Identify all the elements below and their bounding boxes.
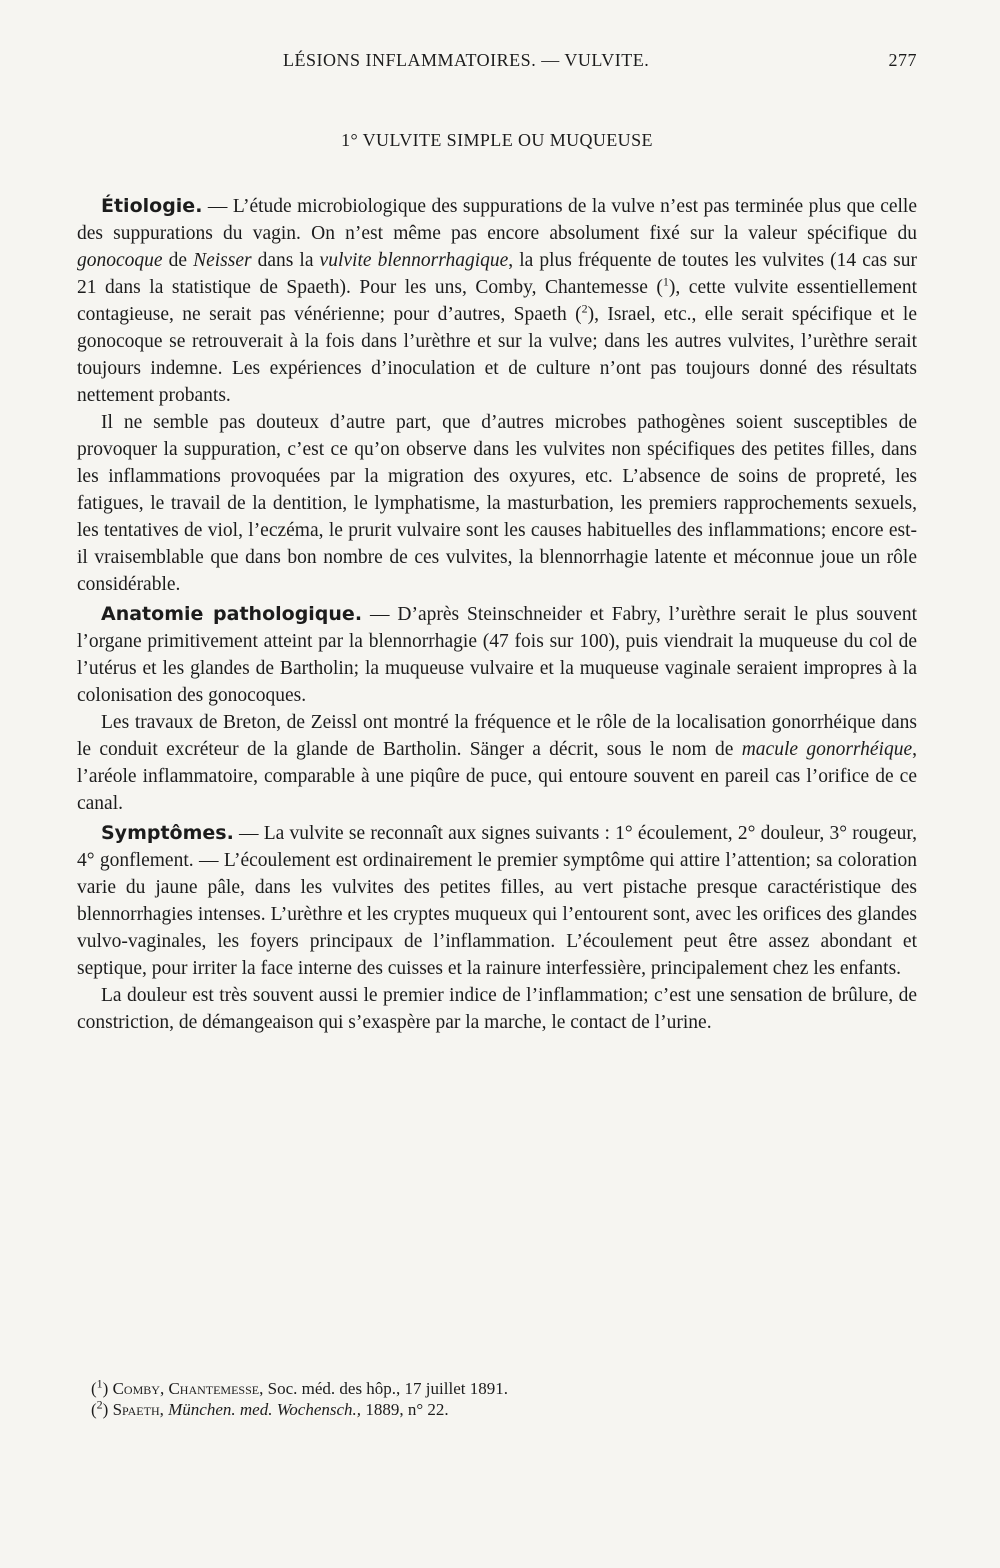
- text-run: , la plus fréquente de toutes les vulvites (14 cas sur 21 dans la statistique de Spaeth). Pour les uns, Comby, Chantemesse (: [77, 250, 917, 298]
- text-run: ), cette vulvite essentiellement contagieuse, ne serait pas vénérienne; pour d’autres, Spaeth (: [77, 277, 917, 325]
- text-run: — La vulvite se reconnaît aux signes suivants : 1° écoulement, 2° douleur, 3° rougeur, 4° gonflement. — L’écoulement est ordinairement le premier symptôme qui attire l’attention; sa coloration varie du jaune pâle, dans les vulvites des petites filles, au vert pistache presque caractéristique des blennorrhagies intenses. L’urèthre et les cryptes muqueux qui l’entourent sont, avec les orifices des glandes vulvo-vaginales, les foyers principaux de l’inflammation. L’écoulement peut être assez abondant et septique, pour irriter la face interne des cuisses et la rainure interfessière, principalement chez les enfants.: [77, 823, 917, 979]
- text-run: Les travaux de Breton, de Zeissl ont montré la fréquence et le rôle de la localisation gonorrhéique dans le conduit excréteur de la glande de Bartholin. Sänger a décrit, sous le nom de: [77, 712, 917, 760]
- text-run: ), Israel, etc., elle serait spécifique et le gonocoque se retrouverait à la fois dans l’urèthre et sur la vulve; dans les autres vulvites, l’urèthre serait toujours indemne. Les expériences d’inoculation et de culture n’ont pas toujours donné des résultats nettement probants.: [77, 304, 917, 406]
- footnote-marker: 2: [96, 1397, 103, 1412]
- text-run: — L’étude microbiologique des suppurations de la vulve n’est pas terminée plus que celle des suppurations du vagin. On n’est même pas encore absolument fixé sur la valeur spécifique du: [77, 196, 917, 244]
- running-header: [77, 50, 917, 74]
- text-run: , l’aréole inflammatoire, comparable à une piqûre de puce, qui entoure souvent en pareil cas l’orifice de ce canal.: [77, 739, 917, 814]
- anatomie-paragraph-2: [77, 709, 917, 817]
- etiologie-paragraph-2: Il ne semble pas douteux d’autre part, que d’autres microbes pathogènes soient susceptibles de provoquer la suppuration, c’est ce qu’on observe dans les vulvites non spécifiques des petites filles, dans les inflammations provoquées par la migration des oxyures, etc. L’absence de soins de propreté, les fatigues, le travail de la dentition, le lymphatisme, la masturbation, les premiers rapprochements sexuels, les tentatives de viol, l’eczéma, le prurit vulvaire sont les causes habituelles des inflammations; encore est-il vraisemblable que dans bon nombre de ces vulvites, la blennorrhagie latente et méconnue joue un rôle considérable.: [77, 412, 917, 595]
- text-run: de: [162, 250, 194, 271]
- etiologie-heading: Étiologie.: [101, 195, 203, 217]
- section-number: 1°: [341, 130, 359, 150]
- footnote-ref-1: 1: [662, 274, 669, 289]
- page-number: 277: [888, 50, 917, 70]
- footnote-authors: Comby, Chantemesse,: [112, 1379, 264, 1398]
- italic-term: gonocoque: [77, 250, 163, 271]
- anatomie-paragraph: [77, 601, 917, 709]
- footnote-2: ($^2$) Spaeth, München. med. Wochensch., 1889, n° 22.: [91, 1397, 449, 1419]
- footnote-marker: 1: [96, 1376, 103, 1391]
- running-title: LÉSIONS INFLAMMATOIRES. — VULVITE.: [283, 50, 650, 70]
- footnote-ref-2: 2: [581, 301, 588, 316]
- anatomie-heading: Anatomie pathologique.: [101, 603, 363, 625]
- italic-term: vulvite blennorrhagique: [319, 250, 509, 271]
- footnote-1: ($^1$) Comby, Chantemesse, Soc. méd. des hôp., 17 juillet 1891.: [91, 1376, 508, 1398]
- symptomes-heading: Symptômes.: [101, 822, 234, 844]
- body-text: [77, 190, 917, 1036]
- section-title-text: VULVITE SIMPLE OU MUQUEUSE: [362, 130, 653, 150]
- etiologie-paragraph: [77, 193, 917, 409]
- section-title: [77, 130, 917, 151]
- symptomes-paragraph: [77, 820, 917, 982]
- footnote-text: 1889, n° 22.: [361, 1400, 449, 1419]
- italic-term: Neisser: [193, 250, 252, 271]
- footnote-authors: Spaeth,: [112, 1400, 164, 1419]
- symptomes-paragraph-2: La douleur est très souvent aussi le premier indice de l’inflammation; c’est une sensation de brûlure, de constriction, de démangeaison qui s’exaspère par la marche, le contact de l’urine.: [77, 985, 917, 1033]
- footnote-journal: München. med. Wochensch.,: [168, 1400, 362, 1419]
- text-run: dans la: [251, 250, 320, 271]
- text-run: — D’après Steinschneider et Fabry, l’urèthre serait le plus souvent l’organe primitivement atteint par la blennorrhagie (47 fois sur 100), puis viendrait la muqueuse du col de l’utérus et les glandes de Bartholin; la muqueuse vulvaire et la muqueuse vaginale seraient impropres à la colonisation des gonocoques.: [77, 604, 917, 706]
- footnote-text: Soc. méd. des hôp., 17 juillet 1891.: [263, 1379, 508, 1398]
- footnotes: [91, 1378, 911, 1420]
- italic-term: macule gonorrhéique: [741, 739, 913, 760]
